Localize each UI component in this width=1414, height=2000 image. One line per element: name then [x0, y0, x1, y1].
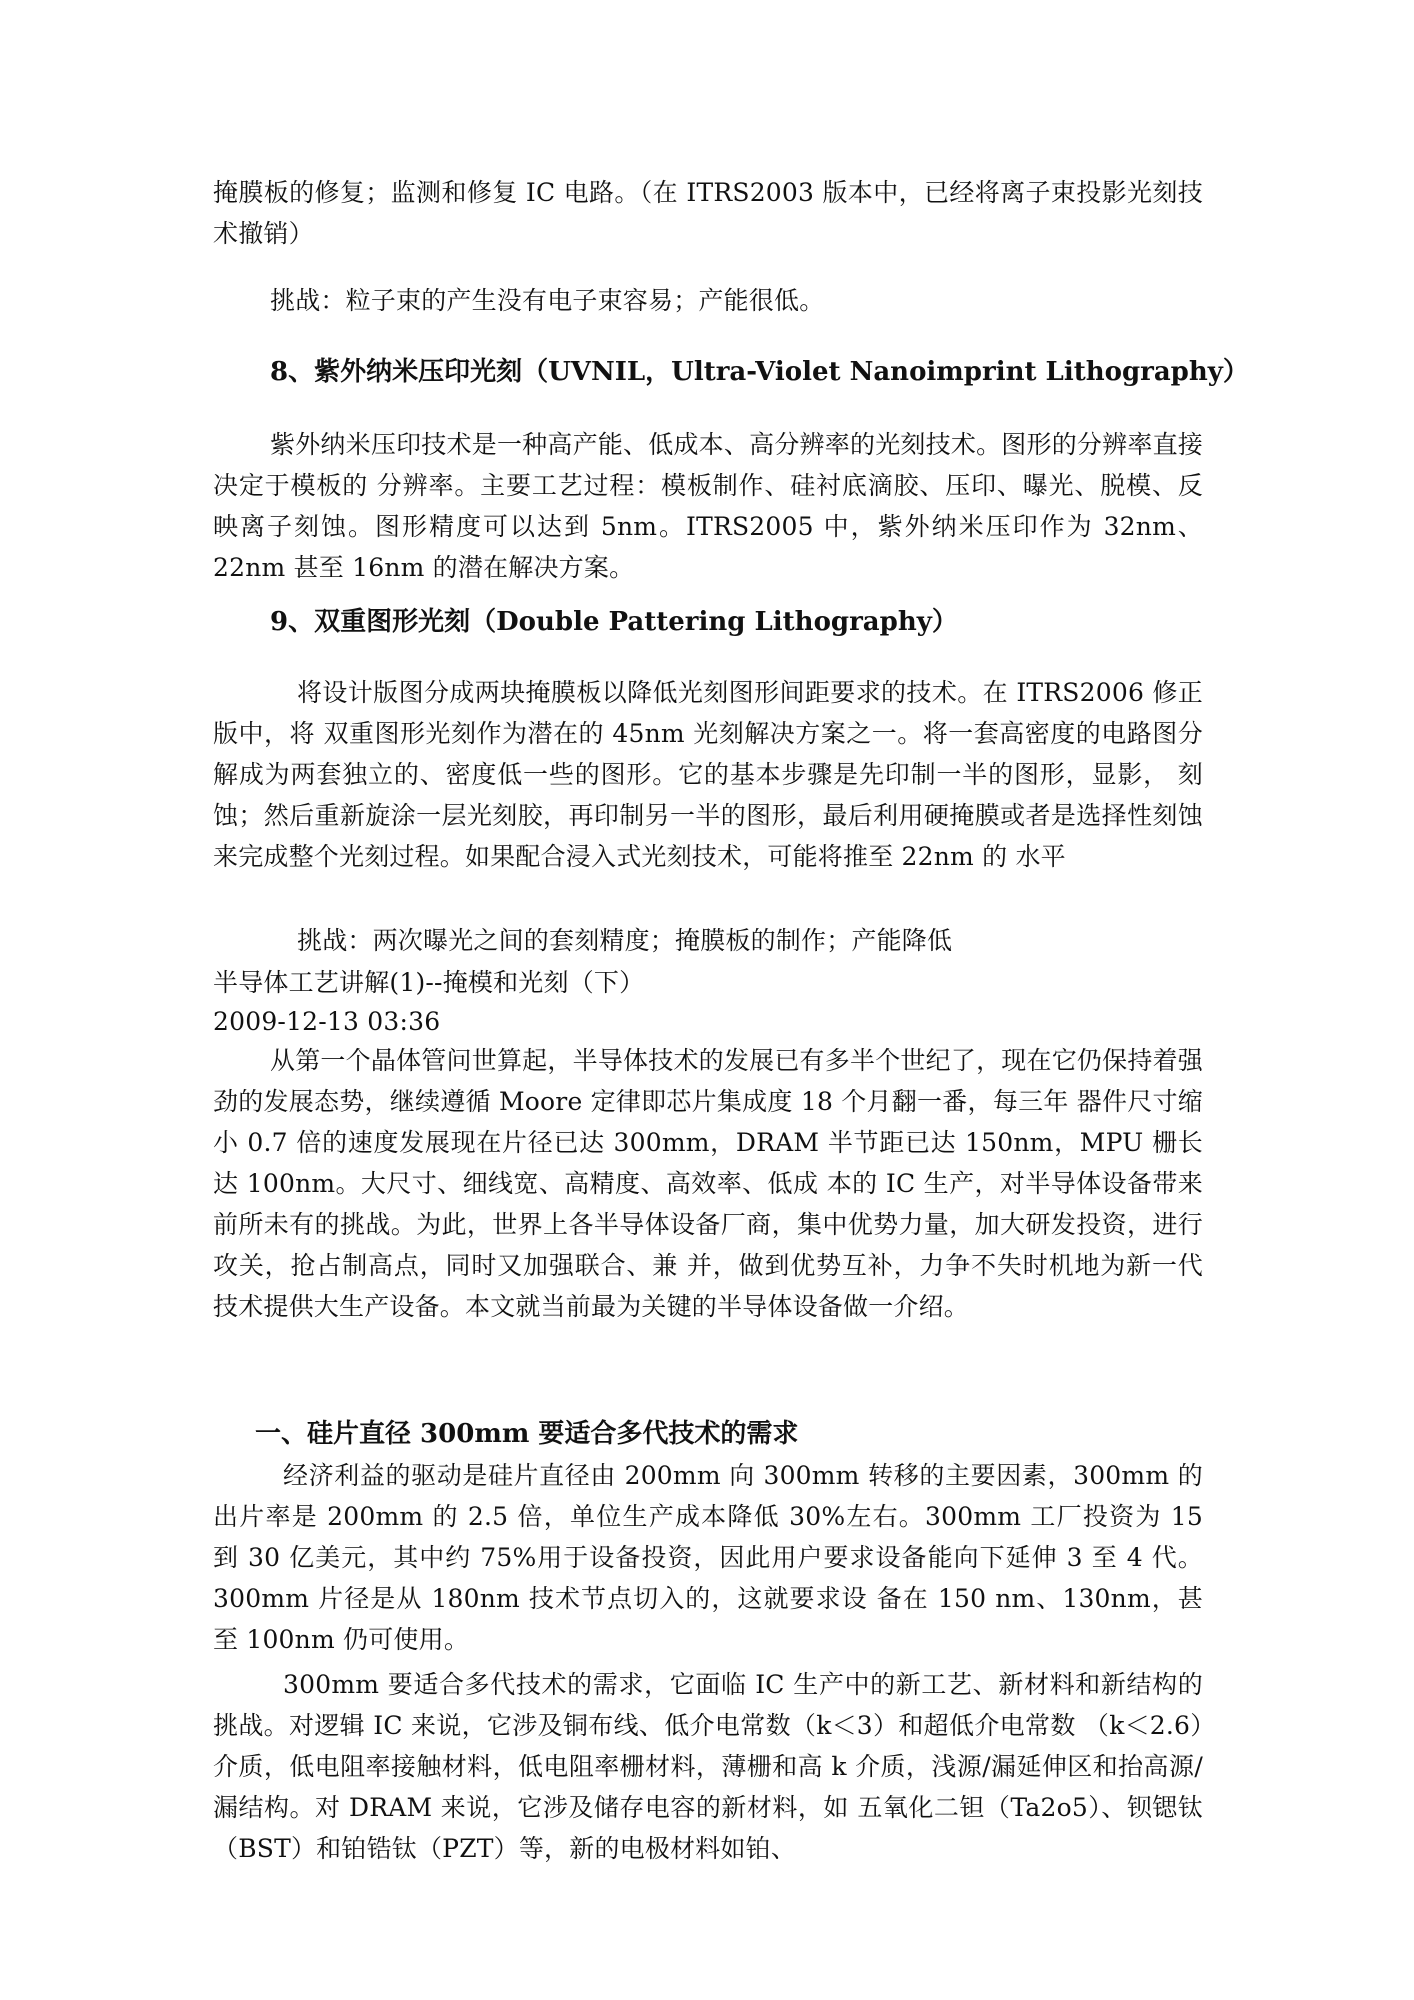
- heading-double-patterning: 9、双重图形光刻（Double Pattering Lithography）: [270, 607, 958, 637]
- paragraph-uvnil: 紫外纳米压印技术是一种高产能、低成本、高分辨率的光刻技术。图形的分辨率直接决定于模板的 分辨率。主要工艺过程：模板制作、硅衬底滴胶、压印、曝光、脱模、反映离子刻蚀。图形精度可以达到 5nm。ITRS2005 中，紫外纳米压印作为 32nm、22nm 甚至 16nm 的潜在解决方案。: [213, 430, 1203, 582]
- paragraph-300mm-economics: 经济利益的驱动是硅片直径由 200mm 向 300mm 转移的主要因素，300mm 的出片率是 200mm 的 2.5 倍，单位生产成本降低 30%左右。300mm 工厂投资为 15 到 30 亿美元，其中约 75%用于设备投资，因此用户要求设备能向下延伸 3 至 4 代。300mm 片径是从 180nm 技术节点切入的，这就要求设 备在 150 nm、130nm，甚至 100nm 仍可使用。: [213, 1461, 1212, 1654]
- paragraph-challenge-particle-beam: 挑战：粒子束的产生没有电子束容易；产能很低。: [270, 286, 825, 315]
- paragraph-double-patterning: 将设计版图分成两块掩膜板以降低光刻图形间距要求的技术。在 ITRS2006 修正版中，将 双重图形光刻作为潜在的 45nm 光刻解决方案之一。将一套高密度的电路图分解成为两套独立的、密度低一些的图形。它的基本步骤是先印制一半的图形，显影， 刻蚀；然后重新旋涂一层光刻胶，再印制另一半的图形，最后利用硬掩膜或者是选择性刻蚀来完成整个光刻过程。如果配合浸入式光刻技术，可能将推至 22nm 的 水平: [213, 678, 1203, 871]
- paragraph-challenge-double-exposure: 挑战：两次曝光之间的套刻精度；掩膜板的制作；产能降低: [297, 926, 953, 955]
- paragraph-introduction: 从第一个晶体管问世算起，半导体技术的发展已有多半个世纪了，现在它仍保持着强劲的发展态势，继续遵循 Moore 定律即芯片集成度 18 个月翻一番，每三年 器件尺寸缩小 0.7 倍的速度发展现在片径已达 300mm，DRAM 半节距已达 150nm，MPU 栅长达 100nm。大尺寸、细线宽、高精度、高效率、低成 本的 IC 生产，对半导体设备带来前所未有的挑战。为此，世界上各半导体设备厂商，集中优势力量，加大研发投资，进行攻关，抢占制高点，同时又加强联合、兼 并，做到优势互补，力争不失时机地为新一代技术提供大生产设备。本文就当前最为关键的半导体设备做一介绍。: [213, 1046, 1203, 1321]
- section-heading-300mm: 一、硅片直径 300mm 要适合多代技术的需求: [255, 1419, 799, 1449]
- article-date: 2009-12-13 03:36: [213, 1007, 441, 1036]
- heading-uvnil: 8、紫外纳米压印光刻（UVNIL，Ultra-Violet Nanoimprint Lithography）: [270, 357, 1249, 387]
- paragraph-300mm-challenges: 300mm 要适合多代技术的需求，它面临 IC 生产中的新工艺、新材料和新结构的挑战。对逻辑 IC 来说，它涉及铜布线、低介电常数（k＜3）和超低介电常数 （k＜2.6）介质，低电阻率接触材料，低电阻率栅材料，薄栅和高 k 介质，浅源/漏延伸区和抬高源/漏结构。对 DRAM 来说，它涉及储存电容的新材料，如 五氧化二钽（Ta2o5）、钡锶钛（BST）和铂锆钛（PZT）等，新的电极材料如铂、: [213, 1670, 1203, 1863]
- article-title: 半导体工艺讲解(1)--掩模和光刻（下）: [213, 968, 645, 997]
- paragraph-ion-beam-end: 掩膜板的修复；监测和修复 IC 电路。（在 ITRS2003 版本中，已经将离子束投影光刻技术撤销）: [213, 178, 1203, 248]
